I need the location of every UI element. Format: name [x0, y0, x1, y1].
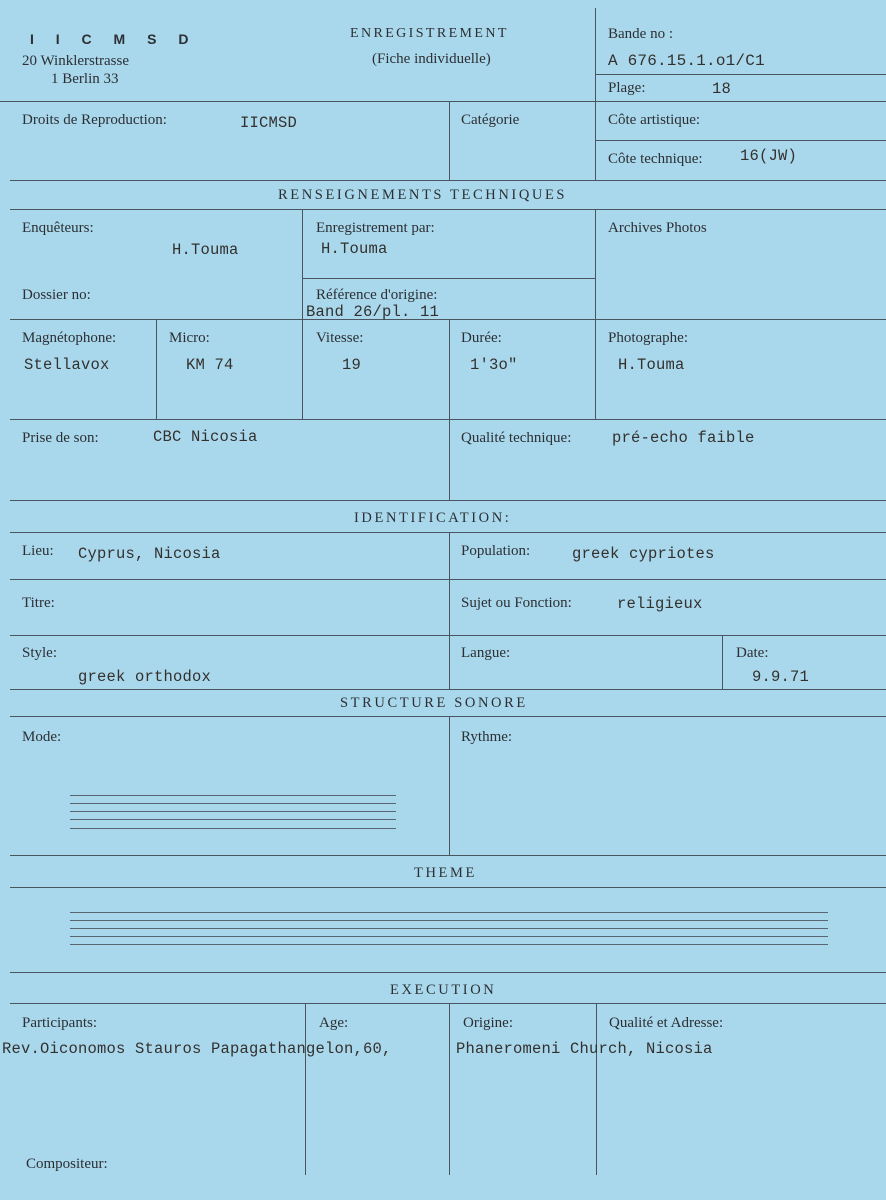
- categorie-label: Catégorie: [461, 112, 520, 128]
- qualite-adresse-label: Qualité et Adresse:: [609, 1015, 724, 1031]
- form-title: ENREGISTREMENT: [350, 26, 509, 41]
- origine-value: Phaneromeni Church, Nicosia: [456, 1040, 713, 1058]
- equipment-top-rule: [10, 319, 886, 320]
- plage-value: 18: [712, 80, 732, 98]
- header-bottom-rule: [0, 101, 886, 102]
- age-label: Age:: [319, 1015, 349, 1031]
- plage-divider: [596, 74, 886, 75]
- vitesse-label: Vitesse:: [316, 330, 364, 346]
- participants-label: Participants:: [22, 1015, 97, 1031]
- style-value: greek orthodox: [78, 668, 212, 686]
- structure-heading: STRUCTURE SONORE: [340, 695, 528, 711]
- dossier-label: Dossier no:: [22, 287, 91, 303]
- address-line-1: 20 Winklerstrasse: [22, 53, 130, 69]
- photographe-label: Photographe:: [608, 330, 688, 346]
- tech-col-divider-1: [302, 209, 303, 419]
- theme-heading: THEME: [414, 865, 477, 881]
- bande-value: A 676.15.1.o1/C1: [608, 52, 765, 70]
- exec-col-divider-3: [596, 1003, 597, 1175]
- population-value: greek cypriotes: [572, 545, 715, 563]
- langue-label: Langue:: [461, 645, 511, 661]
- ident-bottom-rule: [10, 689, 886, 690]
- photographe-value: H.Touma: [618, 356, 685, 374]
- sujet-label: Sujet ou Fonction:: [461, 595, 572, 611]
- exec-col-divider-1: [305, 1003, 306, 1175]
- mode-staff-line: [70, 819, 396, 820]
- date-divider: [722, 635, 723, 689]
- tech-col-divider-2: [595, 209, 596, 419]
- theme-staff-line: [70, 912, 828, 913]
- enqueteurs-value: H.Touma: [172, 241, 239, 259]
- theme-bottom-rule: [10, 972, 886, 973]
- address-line-2: 1 Berlin 33: [51, 71, 119, 87]
- header-col-divider: [595, 8, 596, 180]
- structure-col-divider: [449, 716, 450, 855]
- exec-col-divider-2: [449, 1003, 450, 1175]
- theme-staff-line: [70, 928, 828, 929]
- compositeur-label: Compositeur:: [26, 1156, 108, 1172]
- lieu-value: Cyprus, Nicosia: [78, 545, 221, 563]
- cote-artistique-label: Côte artistique:: [608, 112, 701, 128]
- magnetophone-value: Stellavox: [24, 356, 110, 374]
- theme-staff-line: [70, 920, 828, 921]
- duree-label: Durée:: [461, 330, 502, 346]
- archives-photos-label: Archives Photos: [608, 220, 707, 236]
- cote-divider: [596, 140, 886, 141]
- plage-label: Plage:: [608, 80, 646, 96]
- prise-de-son-label: Prise de son:: [22, 430, 99, 446]
- cote-technique-label: Côte technique:: [608, 151, 703, 167]
- enregistrement-par-value: H.Touma: [321, 240, 388, 258]
- titre-label: Titre:: [22, 595, 55, 611]
- participant-entry: Rev.Oiconomos Stauros Papagathangelon,60,: [2, 1040, 392, 1058]
- vitesse-value: 19: [342, 356, 362, 374]
- micro-divider: [156, 319, 157, 419]
- mode-label: Mode:: [22, 729, 62, 745]
- magnetophone-label: Magnétophone:: [22, 330, 117, 346]
- duree-divider: [449, 319, 450, 500]
- droits-value: IICMSD: [240, 114, 298, 132]
- reference-label: Référence d'origine:: [316, 287, 438, 303]
- execution-heading-rule: [10, 1003, 886, 1004]
- micro-label: Micro:: [169, 330, 210, 346]
- identification-heading: IDENTIFICATION:: [354, 510, 512, 526]
- prise-de-son-value: CBC Nicosia: [153, 428, 258, 446]
- lieu-bottom-rule: [10, 579, 886, 580]
- cote-technique-value: 16(JW): [740, 147, 798, 165]
- mode-staff-line: [70, 795, 396, 796]
- style-label: Style:: [22, 645, 58, 661]
- technical-heading: RENSEIGNEMENTS TECHNIQUES: [278, 187, 568, 203]
- structure-bottom-rule: [10, 855, 886, 856]
- theme-heading-rule: [10, 887, 886, 888]
- enregistrement-par-label: Enregistrement par:: [316, 220, 435, 236]
- sujet-value: religieux: [617, 595, 703, 613]
- duree-value: 1'3o": [470, 356, 518, 374]
- date-label: Date:: [736, 645, 769, 661]
- enqueteurs-label: Enquêteurs:: [22, 220, 94, 236]
- qualite-technique-label: Qualité technique:: [461, 430, 572, 446]
- bande-label: Bande no :: [608, 26, 673, 42]
- theme-staff-line: [70, 936, 828, 937]
- micro-value: KM 74: [186, 356, 234, 374]
- droits-label: Droits de Reproduction:: [22, 112, 167, 128]
- ident-heading-rule: [10, 532, 886, 533]
- rythme-label: Rythme:: [461, 729, 513, 745]
- origine-label: Origine:: [463, 1015, 513, 1031]
- lieu-label: Lieu:: [22, 543, 54, 559]
- prise-top-rule: [10, 419, 886, 420]
- mode-staff-line: [70, 811, 396, 812]
- tech-heading-rule: [10, 209, 886, 210]
- theme-staff-line: [70, 944, 828, 945]
- titre-bottom-rule: [10, 635, 886, 636]
- categorie-left-divider: [449, 101, 450, 180]
- dossier-top-rule: [303, 278, 596, 279]
- qualite-technique-value: pré-echo faible: [612, 429, 755, 447]
- mode-staff-line: [70, 803, 396, 804]
- tech-bottom-rule: [10, 500, 886, 501]
- reference-value: Band 26/pl. 11: [306, 303, 440, 321]
- structure-heading-rule: [10, 716, 886, 717]
- org-logo-text: I I C M S D: [30, 31, 198, 47]
- ident-col-divider: [449, 532, 450, 689]
- mode-staff-line: [70, 828, 396, 829]
- population-label: Population:: [461, 543, 531, 559]
- execution-heading: EXECUTION: [390, 982, 497, 998]
- rights-bottom-rule: [10, 180, 886, 181]
- date-value: 9.9.71: [752, 668, 810, 686]
- form-subtitle: (Fiche individuelle): [372, 51, 491, 67]
